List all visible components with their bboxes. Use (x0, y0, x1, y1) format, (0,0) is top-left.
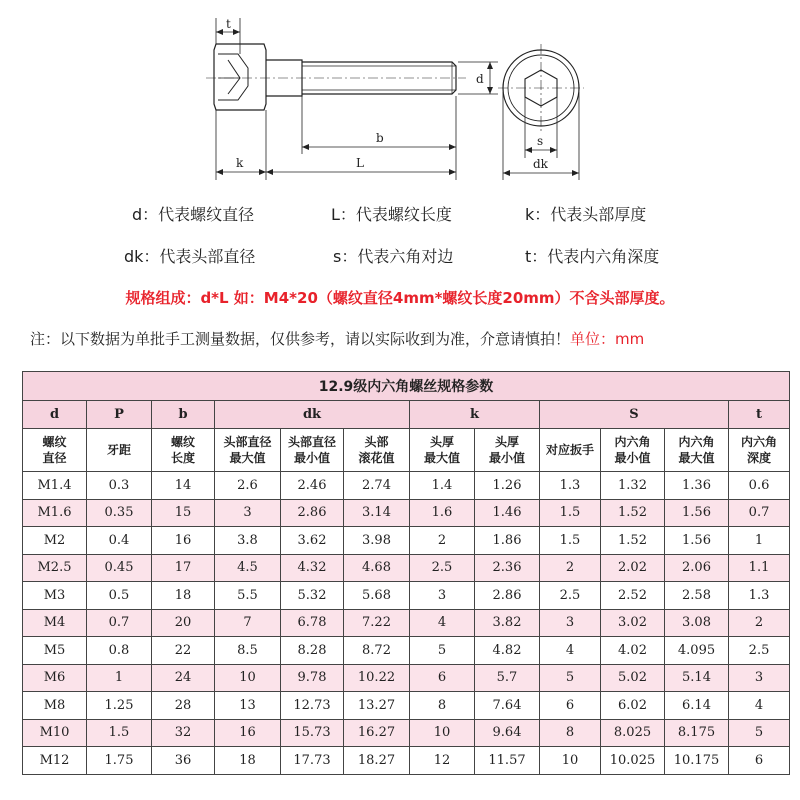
table-cell: 1.56 (665, 527, 729, 555)
socket-outline (218, 54, 248, 100)
table-cell: 1.26 (475, 472, 540, 500)
table-cell: 1.56 (665, 499, 729, 527)
table-cell: 8 (540, 719, 601, 747)
table-cell: 2 (410, 527, 475, 555)
table-cell: 1.52 (601, 499, 665, 527)
table-cell: 14 (152, 472, 215, 500)
table-cell: 5 (410, 637, 475, 665)
legend-dk: dk：代表头部直径 (124, 247, 256, 266)
table-row (23, 609, 790, 637)
table-row (23, 582, 790, 610)
table-cell: 13 (215, 692, 281, 720)
table-cell: 1.36 (665, 472, 729, 500)
table-cell: 5.02 (601, 664, 665, 692)
table-cell: 2.5 (410, 554, 475, 582)
table-cell: M5 (23, 637, 87, 665)
table-cell: 6.78 (281, 609, 344, 637)
label-k: k (236, 156, 244, 170)
spec-composition-line: 规格组成：d*L 如：M4*20（螺纹直径4mm*螺纹长度20mm）不含头部厚度。 (125, 289, 675, 307)
table-cell: 4.68 (344, 554, 410, 582)
table-cell: 7.22 (344, 609, 410, 637)
table-cell: M8 (23, 692, 87, 720)
table-cell: 3.14 (344, 499, 410, 527)
group-header-p: P (87, 401, 152, 429)
table-cell: 2.6 (215, 472, 281, 500)
table-cell: 0.35 (87, 499, 152, 527)
table-cell: 11.57 (475, 747, 540, 775)
table-cell: 1.25 (87, 692, 152, 720)
table-cell: 2.02 (601, 554, 665, 582)
column-header-line: 长度 (170, 451, 195, 465)
table-cell: 2.5 (540, 582, 601, 610)
legend-L: L：代表螺纹长度 (331, 205, 452, 224)
table-cell: 1.5 (540, 499, 601, 527)
table-cell: 10 (410, 719, 475, 747)
column-header (281, 429, 344, 472)
label-d: d (476, 72, 484, 86)
table-cell: 4.02 (601, 637, 665, 665)
table-cell: 10.175 (665, 747, 729, 775)
table-cell: 3.98 (344, 527, 410, 555)
column-header-line: 直径 (42, 451, 67, 465)
table-cell: 32 (152, 719, 215, 747)
table-cell: 8.5 (215, 637, 281, 665)
table-cell: 18.27 (344, 747, 410, 775)
table-cell: 5.32 (281, 582, 344, 610)
table-cell: 8.28 (281, 637, 344, 665)
column-header-line: 螺纹 (42, 435, 67, 449)
label-t: t (226, 17, 231, 31)
column-header-line: 最大值 (423, 451, 460, 465)
column-header-line: 头部 (364, 435, 389, 449)
note-text: 注：以下数据为单批手工测量数据，仅供参考，请以实际收到为准，介意请慎拍！ (30, 330, 571, 348)
table-cell: 5 (540, 664, 601, 692)
disclaimer-note (30, 328, 790, 349)
label-dk: dk (533, 157, 548, 171)
table-row (23, 692, 790, 720)
table-cell: 3 (729, 664, 790, 692)
table-cell: 3 (215, 499, 281, 527)
table-cell: 0.7 (87, 609, 152, 637)
label-s: s (537, 134, 544, 148)
table-cell: 1.5 (87, 719, 152, 747)
table-row (23, 747, 790, 775)
table-cell: 36 (152, 747, 215, 775)
table-row (23, 499, 790, 527)
column-header (215, 429, 281, 472)
table-cell: M4 (23, 609, 87, 637)
table-cell: 0.7 (729, 499, 790, 527)
table-cell: 1.75 (87, 747, 152, 775)
column-header-line: 头厚 (494, 435, 519, 449)
table-cell: 6 (410, 664, 475, 692)
column-header (152, 429, 215, 472)
table-row (23, 554, 790, 582)
table-cell: 17.73 (281, 747, 344, 775)
column-header-line: 头部直径 (287, 435, 336, 449)
group-header-t: t (729, 401, 790, 429)
column-header-line: 最大值 (229, 451, 266, 465)
table-cell: 9.78 (281, 664, 344, 692)
table-cell: 8.175 (665, 719, 729, 747)
table-cell: 3 (410, 582, 475, 610)
column-header (87, 429, 152, 472)
table-cell: 6.02 (601, 692, 665, 720)
table-cell: 20 (152, 609, 215, 637)
table-cell: 1.86 (475, 527, 540, 555)
table-cell: 3.82 (475, 609, 540, 637)
legend-t: t：代表内六角深度 (525, 247, 660, 266)
legend-d: d：代表螺纹直径 (132, 205, 255, 224)
table-cell: M10 (23, 719, 87, 747)
table-cell: 22 (152, 637, 215, 665)
unit-label: 单位：mm (570, 330, 645, 348)
column-header (410, 429, 475, 472)
table-cell: 3.02 (601, 609, 665, 637)
table-cell: 1.5 (540, 527, 601, 555)
table-cell: 0.4 (87, 527, 152, 555)
legend-row-2 (0, 244, 800, 274)
table-cell: 7 (215, 609, 281, 637)
table-cell: 4 (410, 609, 475, 637)
table-cell: 2.36 (475, 554, 540, 582)
table-cell: 1.1 (729, 554, 790, 582)
spec-table (22, 371, 790, 775)
table-cell: 2 (540, 554, 601, 582)
table-cell: 1.4 (410, 472, 475, 500)
table-cell: 15 (152, 499, 215, 527)
column-header (601, 429, 665, 472)
table-cell: 1 (729, 527, 790, 555)
column-header-line: 最小值 (488, 451, 525, 465)
table-cell: 4.5 (215, 554, 281, 582)
group-header-dk: dk (215, 401, 410, 429)
table-cell: 0.45 (87, 554, 152, 582)
table-cell: 10.22 (344, 664, 410, 692)
column-header-line: 牙距 (106, 443, 131, 457)
table-cell: 2.74 (344, 472, 410, 500)
table-cell: 5.5 (215, 582, 281, 610)
column-header (475, 429, 540, 472)
column-header (344, 429, 410, 472)
table-cell: 4.095 (665, 637, 729, 665)
table-cell: 12.73 (281, 692, 344, 720)
column-header-line: 内六角 (741, 435, 778, 449)
table-cell: 1 (87, 664, 152, 692)
column-header (729, 429, 790, 472)
column-header (23, 429, 87, 472)
table-row (23, 719, 790, 747)
table-cell: 5.14 (665, 664, 729, 692)
table-row (23, 527, 790, 555)
table-cell: 4 (540, 637, 601, 665)
table-cell: 4.32 (281, 554, 344, 582)
table-cell: 3 (540, 609, 601, 637)
legend-row-1 (0, 202, 800, 232)
table-cell: 5.7 (475, 664, 540, 692)
group-header-k: k (410, 401, 540, 429)
table-cell: 5 (729, 719, 790, 747)
table-cell: 10 (540, 747, 601, 775)
column-header-line: 内六角 (614, 435, 651, 449)
table-cell: M1.4 (23, 472, 87, 500)
column-header-line: 最大值 (678, 451, 715, 465)
table-cell: 0.5 (87, 582, 152, 610)
table-cell: 13.27 (344, 692, 410, 720)
table-cell: 1.6 (410, 499, 475, 527)
table-cell: 18 (215, 747, 281, 775)
table-cell: M1.6 (23, 499, 87, 527)
table-title-row (23, 372, 790, 401)
table-cell: 4 (729, 692, 790, 720)
table-cell: 3.8 (215, 527, 281, 555)
table-cell: 3.08 (665, 609, 729, 637)
group-header-s: S (540, 401, 729, 429)
table-cell: 9.64 (475, 719, 540, 747)
table-cell: 1.3 (729, 582, 790, 610)
table-cell: 15.73 (281, 719, 344, 747)
label-b: b (376, 131, 384, 145)
legend-s: s：代表六角对边 (333, 247, 454, 266)
table-cell: 3.62 (281, 527, 344, 555)
group-header-b: b (152, 401, 215, 429)
table-cell: 7.64 (475, 692, 540, 720)
column-header-line: 深度 (747, 451, 772, 465)
table-cell: 16 (215, 719, 281, 747)
table-cell: 2.52 (601, 582, 665, 610)
screw-shaft (302, 62, 456, 94)
table-cell: M6 (23, 664, 87, 692)
column-header-line: 最小值 (614, 451, 651, 465)
table-cell: 16.27 (344, 719, 410, 747)
table-row (23, 637, 790, 665)
table-cell: 12 (410, 747, 475, 775)
table-cell: 0.6 (729, 472, 790, 500)
table-cell: 2.5 (729, 637, 790, 665)
table-cell: 0.8 (87, 637, 152, 665)
table-cell: 6 (540, 692, 601, 720)
table-cell: 1.32 (601, 472, 665, 500)
table-cell: 17 (152, 554, 215, 582)
group-header-row (23, 401, 790, 429)
table-cell: 10.025 (601, 747, 665, 775)
column-header-line: 螺纹 (170, 435, 195, 449)
table-cell: 8 (410, 692, 475, 720)
column-header-line: 内六角 (678, 435, 715, 449)
table-cell: 6 (729, 747, 790, 775)
table-cell: 2.86 (475, 582, 540, 610)
table-row (23, 664, 790, 692)
screw-dimension-diagram (0, 0, 800, 195)
table-row (23, 472, 790, 500)
table-cell: 1.3 (540, 472, 601, 500)
table-cell: 8.72 (344, 637, 410, 665)
table-cell: 8.025 (601, 719, 665, 747)
table-cell: 2.86 (281, 499, 344, 527)
column-header (540, 429, 601, 472)
table-cell: 2.46 (281, 472, 344, 500)
table-cell: 16 (152, 527, 215, 555)
table-title: 12.9级内六角螺丝规格参数 (23, 372, 790, 401)
column-header-line: 头厚 (429, 435, 454, 449)
table-cell: M2.5 (23, 554, 87, 582)
table-cell: 24 (152, 664, 215, 692)
table-cell: 2.06 (665, 554, 729, 582)
column-header-line: 对应扳手 (545, 443, 594, 457)
table-cell: 6.14 (665, 692, 729, 720)
table-cell: 5.68 (344, 582, 410, 610)
column-header-line: 最小值 (293, 451, 330, 465)
table-cell: M2 (23, 527, 87, 555)
column-header-line: 头部直径 (223, 435, 272, 449)
table-cell: M12 (23, 747, 87, 775)
legend-k: k：代表头部厚度 (525, 205, 647, 224)
table-cell: 1.46 (475, 499, 540, 527)
table-cell: 1.52 (601, 527, 665, 555)
table-cell: 28 (152, 692, 215, 720)
table-cell: 0.3 (87, 472, 152, 500)
label-L: L (356, 156, 364, 170)
group-header-d: d (23, 401, 87, 429)
table-cell: 18 (152, 582, 215, 610)
table-cell: 2.58 (665, 582, 729, 610)
column-header (665, 429, 729, 472)
table-cell: 2 (729, 609, 790, 637)
sub-header-row (23, 429, 790, 472)
table-cell: M3 (23, 582, 87, 610)
table-cell: 4.82 (475, 637, 540, 665)
table-cell: 10 (215, 664, 281, 692)
column-header-line: 滚花值 (358, 451, 395, 465)
